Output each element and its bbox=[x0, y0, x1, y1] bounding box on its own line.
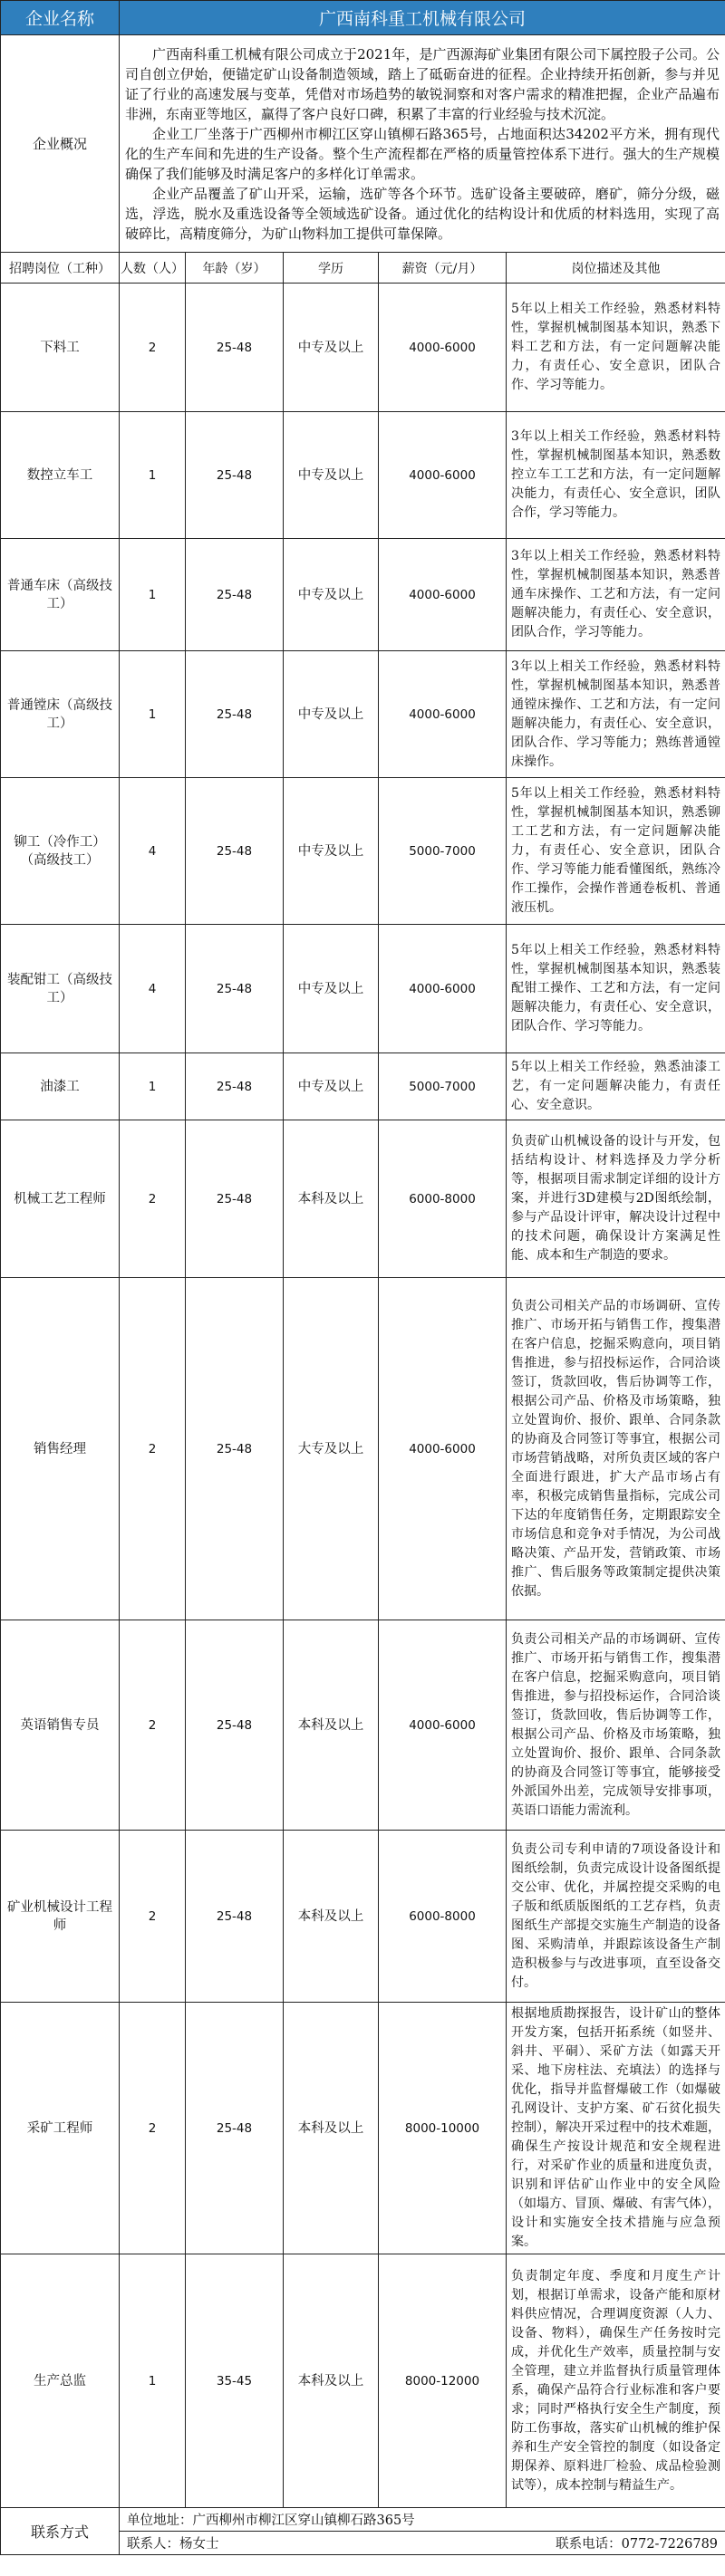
job-description: 5年以上相关工作经验，熟悉材料特性，掌握机械制图基本知识，熟悉铆工工艺和方法，有一定问题解决能力，有责任心、安全意识，团队合作、学习等能力能看懂图纸，熟练冷作工操作，会操作普通卷板机、普通液压机。 bbox=[507, 778, 725, 925]
job-salary: 4000-6000 bbox=[379, 925, 507, 1053]
job-age: 25-48 bbox=[186, 2003, 284, 2254]
overview-paragraph: 广西南科重工机械有限公司成立于2021年，是广西源海矿业集团有限公司下属控股子公司。公司自创立伊始，便锚定矿山设备制造领域，踏上了砥砺奋进的征程。企业持续开拓创新，参与并见证了行业的高速发展与变革，凭借对市场趋势的敏锐洞察和对客户需求的精准把握，企业产品遍布非洲，东南亚等地区，赢得了客户良好口碑，积累了丰富的行业经验与技术沉淀。 bbox=[125, 45, 720, 122]
job-salary: 4000-6000 bbox=[379, 651, 507, 778]
job-title: 铆工（冷作工）（高级技工） bbox=[1, 778, 120, 925]
overview-label: 企业概况 bbox=[1, 35, 120, 253]
job-count: 1 bbox=[120, 412, 186, 539]
job-count: 4 bbox=[120, 778, 186, 925]
job-salary: 6000-8000 bbox=[379, 1831, 507, 2003]
job-salary: 5000-7000 bbox=[379, 1053, 507, 1120]
job-description: 5年以上相关工作经验，熟悉材料特性，掌握机械制图基本知识，熟悉装配钳工操作、工艺和方法，有一定问题解决能力，有责任心、安全意识，团队合作、学习等能力。 bbox=[507, 925, 725, 1053]
job-salary: 4000-6000 bbox=[379, 284, 507, 412]
job-salary: 5000-7000 bbox=[379, 778, 507, 925]
job-count: 2 bbox=[120, 284, 186, 412]
table-row bbox=[1, 2003, 725, 2254]
job-description: 5年以上相关工作经验，熟悉材料特性，掌握机械制图基本知识，熟悉下料工艺和方法，有一定问题解决能力，有责任心、安全意识，团队合作、学习等能力。 bbox=[507, 284, 725, 412]
overview-paragraph: 企业工厂坐落于广西柳州市柳江区穿山镇柳石路365号，占地面积达34202平方米，拥有现代化的生产车间和先进的生产设备。整个生产流程都在严格的质量管控体系下进行。强大的生产规模确保了我们能够及时满足客户的多样化订单需求。 bbox=[125, 125, 720, 182]
job-education: 中专及以上 bbox=[284, 651, 379, 778]
job-education: 中专及以上 bbox=[284, 778, 379, 925]
job-education: 本科及以上 bbox=[284, 2003, 379, 2254]
job-education: 本科及以上 bbox=[284, 2254, 379, 2508]
job-salary: 4000-6000 bbox=[379, 1278, 507, 1620]
col-count-header: 人数（人） bbox=[120, 253, 186, 284]
job-education: 中专及以上 bbox=[284, 539, 379, 651]
job-count: 1 bbox=[120, 1053, 186, 1120]
job-count: 1 bbox=[120, 2254, 186, 2508]
job-title: 普通镗床（高级技工） bbox=[1, 651, 120, 778]
job-description: 5年以上相关工作经验，熟悉油漆工艺，有一定问题解决能力，有责任心、安全意识。 bbox=[507, 1053, 725, 1120]
job-title: 采矿工程师 bbox=[1, 2003, 120, 2254]
job-education: 本科及以上 bbox=[284, 1120, 379, 1278]
table-row bbox=[1, 1120, 725, 1278]
job-salary: 6000-8000 bbox=[379, 1120, 507, 1278]
table-row bbox=[1, 1620, 725, 1831]
job-education: 本科及以上 bbox=[284, 1831, 379, 2003]
table-row bbox=[1, 284, 725, 412]
col-desc-header: 岗位描述及其他 bbox=[507, 253, 725, 284]
table-row bbox=[1, 651, 725, 778]
col-age-header: 年龄（岁） bbox=[186, 253, 284, 284]
contact-person-phone bbox=[120, 2532, 725, 2555]
company-name: 广西南科重工机械有限公司 bbox=[120, 1, 725, 35]
job-age: 25-48 bbox=[186, 925, 284, 1053]
contact-person: 联系人：杨女士 bbox=[127, 2537, 219, 2552]
job-education: 中专及以上 bbox=[284, 1053, 379, 1120]
column-header-row bbox=[1, 253, 725, 284]
overview-text bbox=[120, 35, 725, 253]
job-age: 25-48 bbox=[186, 1278, 284, 1620]
job-description: 3年以上相关工作经验，熟悉材料特性，掌握机械制图基本知识，熟悉普通车床操作、工艺和方法，有一定问题解决能力，有责任心、安全意识，团队合作，学习等能力。 bbox=[507, 539, 725, 651]
job-description: 根据地质勘探报告，设计矿山的整体开发方案，包括开拓系统（如竖井、斜井、平硐）、采矿方法（如露天开采、地下房柱法、充填法）的选择与优化，指导并监督爆破工作（如爆破孔网设计、支护方案、矿石贫化损失控制），解决开采过程中的技术难题，确保生产按设计规范和安全规程进行，对采矿作业的质量和进度负责，识别和评估矿山作业中的安全风险（如塌方、冒顶、爆破、有害气体），设计和实施安全技术措施与应急预案。 bbox=[507, 2003, 725, 2254]
job-description: 负责公司相关产品的市场调研、宣传推广、市场开拓与销售工作，搜集潜在客户信息，挖掘采购意向，项目销售推进，参与招投标运作，合同洽谈签订，货款回收，售后协调等工作，根据公司产品、价格及市场策略，独立处置询价、报价、跟单、合同条款的协商及合同签订等事宜，根据公司市场营销战略，对所负责区域的客户全面进行跟进，扩大产品市场占有率，积极完成销售量指标，完成公司下达的年度销售任务，定期跟踪安全市场信息和竞争对手情况，为公司战略决策、产品开发，营销政策、市场推广、售后服务等政策制定提供决策依据。 bbox=[507, 1278, 725, 1620]
job-age: 25-48 bbox=[186, 1120, 284, 1278]
job-description: 负责矿山机械设备的设计与开发，包括结构设计、材料选择及力学分析等，根据项目需求制定详细的设计方案，并进行3D建模与2D图纸绘制，参与产品设计评审，解决设计过程中的技术问题，确保设计方案满足性能、成本和生产制造的要求。 bbox=[507, 1120, 725, 1278]
job-education: 中专及以上 bbox=[284, 412, 379, 539]
job-title: 销售经理 bbox=[1, 1278, 120, 1620]
job-title: 装配钳工（高级技工） bbox=[1, 925, 120, 1053]
contact-address: 单位地址：广西柳州市柳江区穿山镇柳石路365号 bbox=[120, 2508, 725, 2532]
job-count: 2 bbox=[120, 2003, 186, 2254]
table-row bbox=[1, 1278, 725, 1620]
job-count: 2 bbox=[120, 1620, 186, 1831]
col-title-header: 招聘岗位（工种） bbox=[1, 253, 120, 284]
job-description: 3年以上相关工作经验，熟悉材料特性，掌握机械制图基本知识，熟悉普通镗床操作、工艺和方法，有一定问题解决能力，有责任心、安全意识，团队合作、学习等能力；熟练普通镗床操作。 bbox=[507, 651, 725, 778]
job-age: 25-48 bbox=[186, 412, 284, 539]
job-title: 下料工 bbox=[1, 284, 120, 412]
job-count: 1 bbox=[120, 539, 186, 651]
table-row bbox=[1, 2254, 725, 2508]
table-row bbox=[1, 778, 725, 925]
job-salary: 4000-6000 bbox=[379, 412, 507, 539]
job-age: 25-48 bbox=[186, 778, 284, 925]
job-count: 2 bbox=[120, 1120, 186, 1278]
overview-paragraph: 企业产品覆盖了矿山开采，运输，选矿等各个环节。选矿设备主要破碎，磨矿，筛分分级，磁选，浮选，脱水及重选设备等全领域选矿设备。通过优化的结构设计和优质的材料选用，实现了高破碎比，高精度筛分，为矿山物料加工提供可靠保障。 bbox=[125, 185, 720, 242]
job-education: 大专及以上 bbox=[284, 1278, 379, 1620]
job-count: 1 bbox=[120, 651, 186, 778]
table-row bbox=[1, 412, 725, 539]
contact-row bbox=[1, 2508, 725, 2532]
job-salary: 4000-6000 bbox=[379, 1620, 507, 1831]
job-title: 生产总监 bbox=[1, 2254, 120, 2508]
job-description: 负责制定年度、季度和月度生产计划，根据订单需求，设备产能和原材料供应情况，合理调度资源（人力、设备、物料），确保生产任务按时完成，并优化生产效率，质量控制与安全管理，建立并监督执行质量管理体系，确保产品符合行业标准和客户要求；同时严格执行安全生产制度，预防工伤事故，落实矿山机械的维护保养和生产安全管控的制度（如设备定期保养、原料进厂检验、成品检验测试等），成本控制与精益生产。 bbox=[507, 2254, 725, 2508]
contact-phone: 联系电话：0772-7226789 bbox=[556, 2537, 719, 2552]
job-title: 普通车床（高级技工） bbox=[1, 539, 120, 651]
job-age: 25-48 bbox=[186, 1831, 284, 2003]
job-age: 25-48 bbox=[186, 1053, 284, 1120]
job-title: 矿业机械设计工程师 bbox=[1, 1831, 120, 2003]
job-age: 35-45 bbox=[186, 2254, 284, 2508]
job-title: 机械工艺工程师 bbox=[1, 1120, 120, 1278]
job-count: 2 bbox=[120, 1278, 186, 1620]
job-description: 负责公司相关产品的市场调研、宣传推广、市场开拓与销售工作，搜集潜在客户信息，挖掘采购意向，项目销售推进，参与招投标运作，合同洽谈签订，货款回收，售后协调等工作，根据公司产品、价格及市场策略，独立处置询价、报价、跟单、合同条款的协商及合同签订等事宜，能够接受外派国外出差，完成领导安排事项，英语口语能力需流利。 bbox=[507, 1620, 725, 1831]
job-title: 数控立车工 bbox=[1, 412, 120, 539]
job-age: 25-48 bbox=[186, 1620, 284, 1831]
job-title: 油漆工 bbox=[1, 1053, 120, 1120]
job-age: 25-48 bbox=[186, 539, 284, 651]
col-salary-header: 薪资（元/月） bbox=[379, 253, 507, 284]
overview-row bbox=[1, 35, 725, 253]
job-education: 中专及以上 bbox=[284, 284, 379, 412]
contact-label: 联系方式 bbox=[1, 2508, 120, 2555]
table-row bbox=[1, 539, 725, 651]
table-row bbox=[1, 1831, 725, 2003]
job-education: 本科及以上 bbox=[284, 1620, 379, 1831]
job-salary: 8000-10000 bbox=[379, 2003, 507, 2254]
job-count: 2 bbox=[120, 1831, 186, 2003]
col-edu-header: 学历 bbox=[284, 253, 379, 284]
job-age: 25-48 bbox=[186, 284, 284, 412]
table-row bbox=[1, 925, 725, 1053]
header-row bbox=[1, 1, 725, 35]
job-count: 4 bbox=[120, 925, 186, 1053]
job-title: 英语销售专员 bbox=[1, 1620, 120, 1831]
job-age: 25-48 bbox=[186, 651, 284, 778]
job-education: 中专及以上 bbox=[284, 925, 379, 1053]
job-salary: 8000-12000 bbox=[379, 2254, 507, 2508]
job-salary: 4000-6000 bbox=[379, 539, 507, 651]
job-description: 负责公司专利申请的7项设备设计和图纸绘制，负责完成设计设备图纸提交公审、优化，并属控提交采购的电子版和纸质版图纸的工艺存档，负责图纸生产部提交实施生产制造的设备图、采购清单，并跟踪该设备生产制造积极参与与改进事项，直至设备交付。 bbox=[507, 1831, 725, 2003]
job-description: 3年以上相关工作经验，熟悉材料特性，掌握机械制图基本知识，熟悉数控立车工工艺和方法，有一定问题解决能力，有责任心、安全意识，团队合作，学习等能力。 bbox=[507, 412, 725, 539]
company-name-label: 企业名称 bbox=[1, 1, 120, 35]
table-row bbox=[1, 1053, 725, 1120]
